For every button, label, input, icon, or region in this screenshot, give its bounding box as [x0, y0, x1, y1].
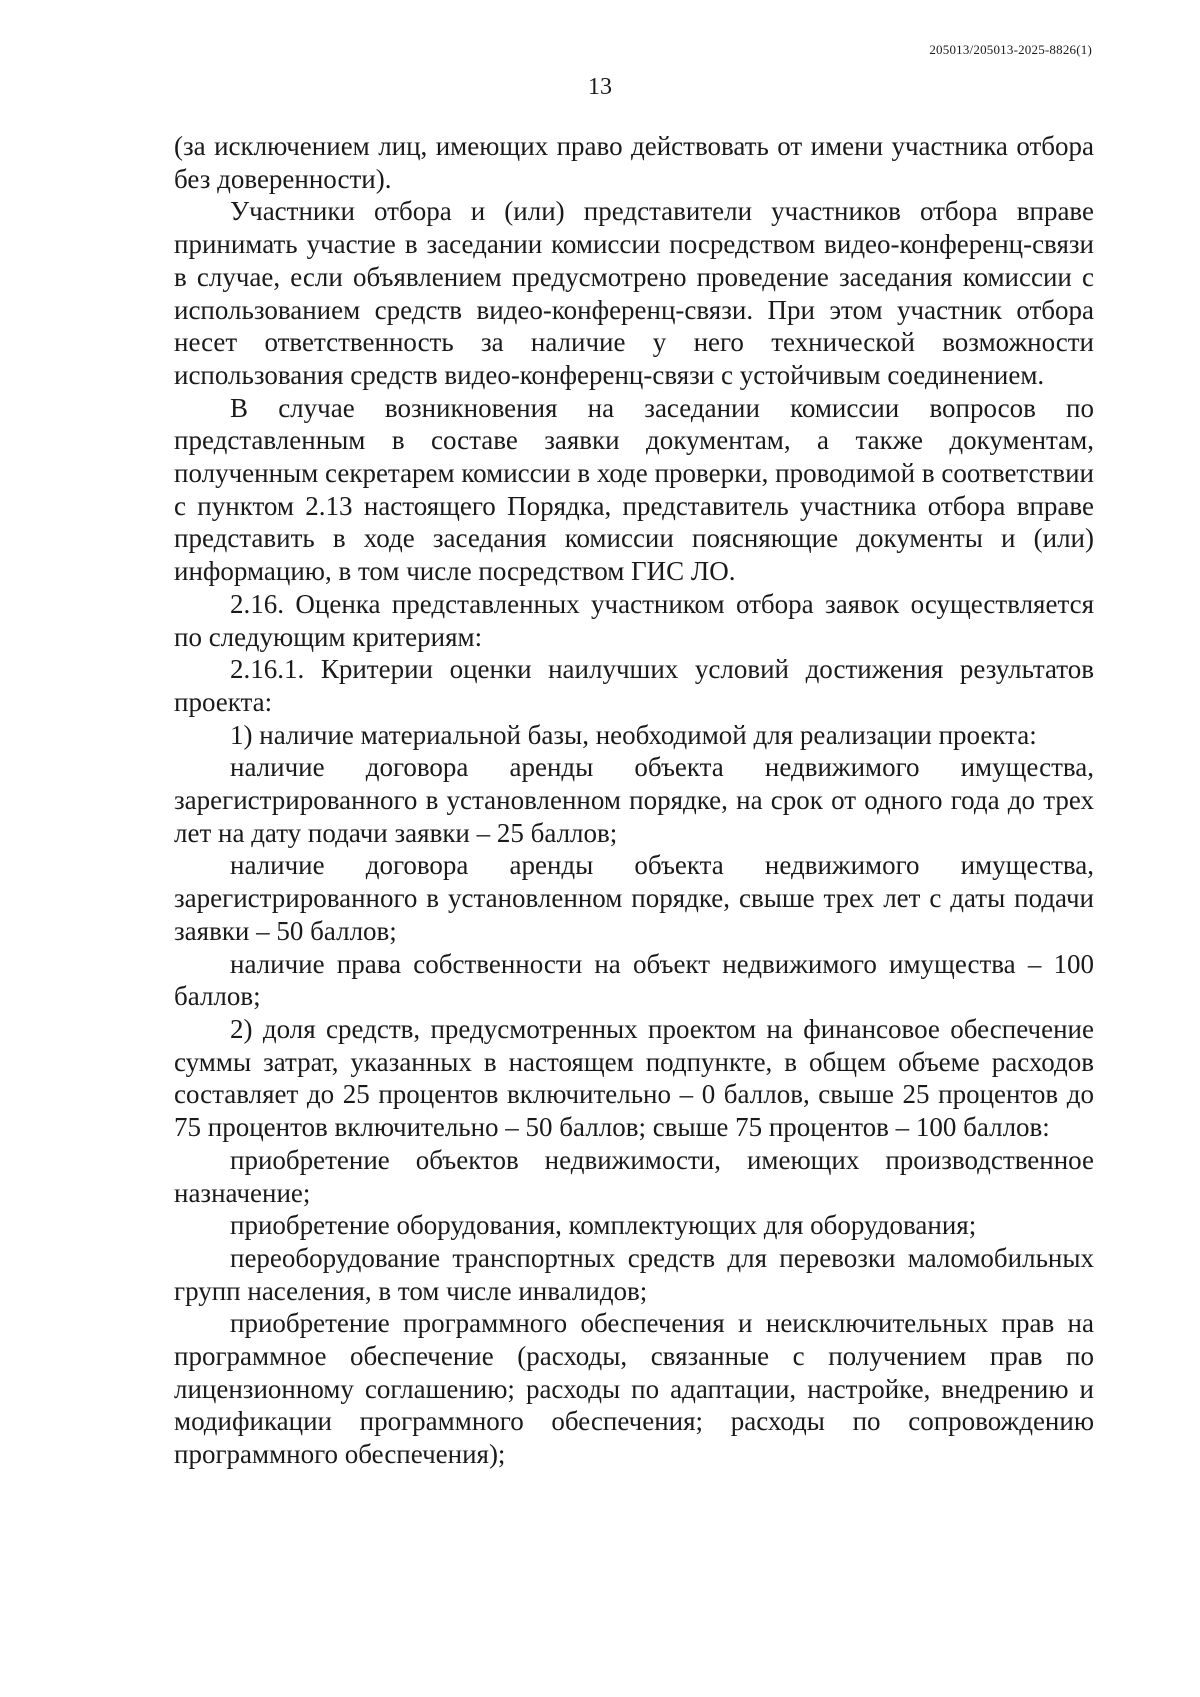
paragraph: 2.16.1. Критерии оценки наилучших условий достижения результатов проекта: [174, 654, 1094, 717]
paragraph: наличие договора аренды объекта недвижимого имущества, зарегистрированного в установленном порядке, на срок от одного года до трех лет на дату подачи заявки – 25 баллов; [174, 752, 1094, 848]
paragraph: приобретение программного обеспечения и неисключительных прав на программное обеспечение (расходы, связанные с получением прав по лицензионному соглашению; расходы по адаптации, настройке, внедрению и модификации программного обеспечения; расходы по сопровождению программного обеспечения); [174, 1308, 1094, 1470]
page-number: 13 [588, 74, 612, 100]
paragraph: Участники отбора и (или) представители участников отбора вправе принимать участие в заседании комиссии посредством видео-конференц-связи в случае, если объявлением предусмотрено проведение заседания комиссии с использованием средств видео-конференц-связи. При этом участник отбора несет ответственность за наличие у него технической возможности использования средств видео-конференц-связи с устойчивым соединением. [174, 196, 1094, 390]
paragraph: наличие договора аренды объекта недвижимого имущества, зарегистрированного в установленном порядке, свыше трех лет с даты подачи заявки – 50 баллов; [174, 850, 1094, 946]
paragraph: (за исключением лиц, имеющих право действовать от имени участника отбора без доверенности). [174, 131, 1094, 194]
document-id: 205013/205013-2025-8826(1) [929, 42, 1092, 57]
paragraph: переоборудование транспортных средств для перевозки маломобильных групп населения, в том числе инвалидов; [174, 1242, 1094, 1306]
paragraph: приобретение объектов недвижимости, имеющих производственное назначение; [174, 1144, 1094, 1208]
paragraph: В случае возникновения на заседании комиссии вопросов по представленным в составе заявки документам, а также документам, полученным секретарем комиссии в ходе проверки, проводимой в соответствии с пунктом 2.13 настоящего Порядка, представитель участника отбора вправе представить в ходе заседания комиссии поясняющие документы и (или) информацию, в том числе посредством ГИС ЛО. [174, 392, 1094, 587]
paragraph: 1) наличие материальной базы, необходимой для реализации проекта: [230, 719, 1037, 750]
document-body [174, 130, 1094, 1471]
paragraph: наличие права собственности на объект недвижимого имущества – 100 баллов; [174, 948, 1094, 1012]
paragraph: приобретение оборудования, комплектующих для оборудования; [230, 1210, 977, 1241]
paragraph: 2) доля средств, предусмотренных проектом на финансовое обеспечение суммы затрат, указанных в настоящем подпункте, в общем объеме расходов составляет до 25 процентов включительно – 0 баллов, свыше 25 процентов до 75 процентов включительно – 50 баллов; свыше 75 процентов – 100 баллов: [174, 1013, 1094, 1143]
paragraph: 2.16. Оценка представленных участником отбора заявок осуществляется по следующим критериям: [174, 588, 1094, 652]
